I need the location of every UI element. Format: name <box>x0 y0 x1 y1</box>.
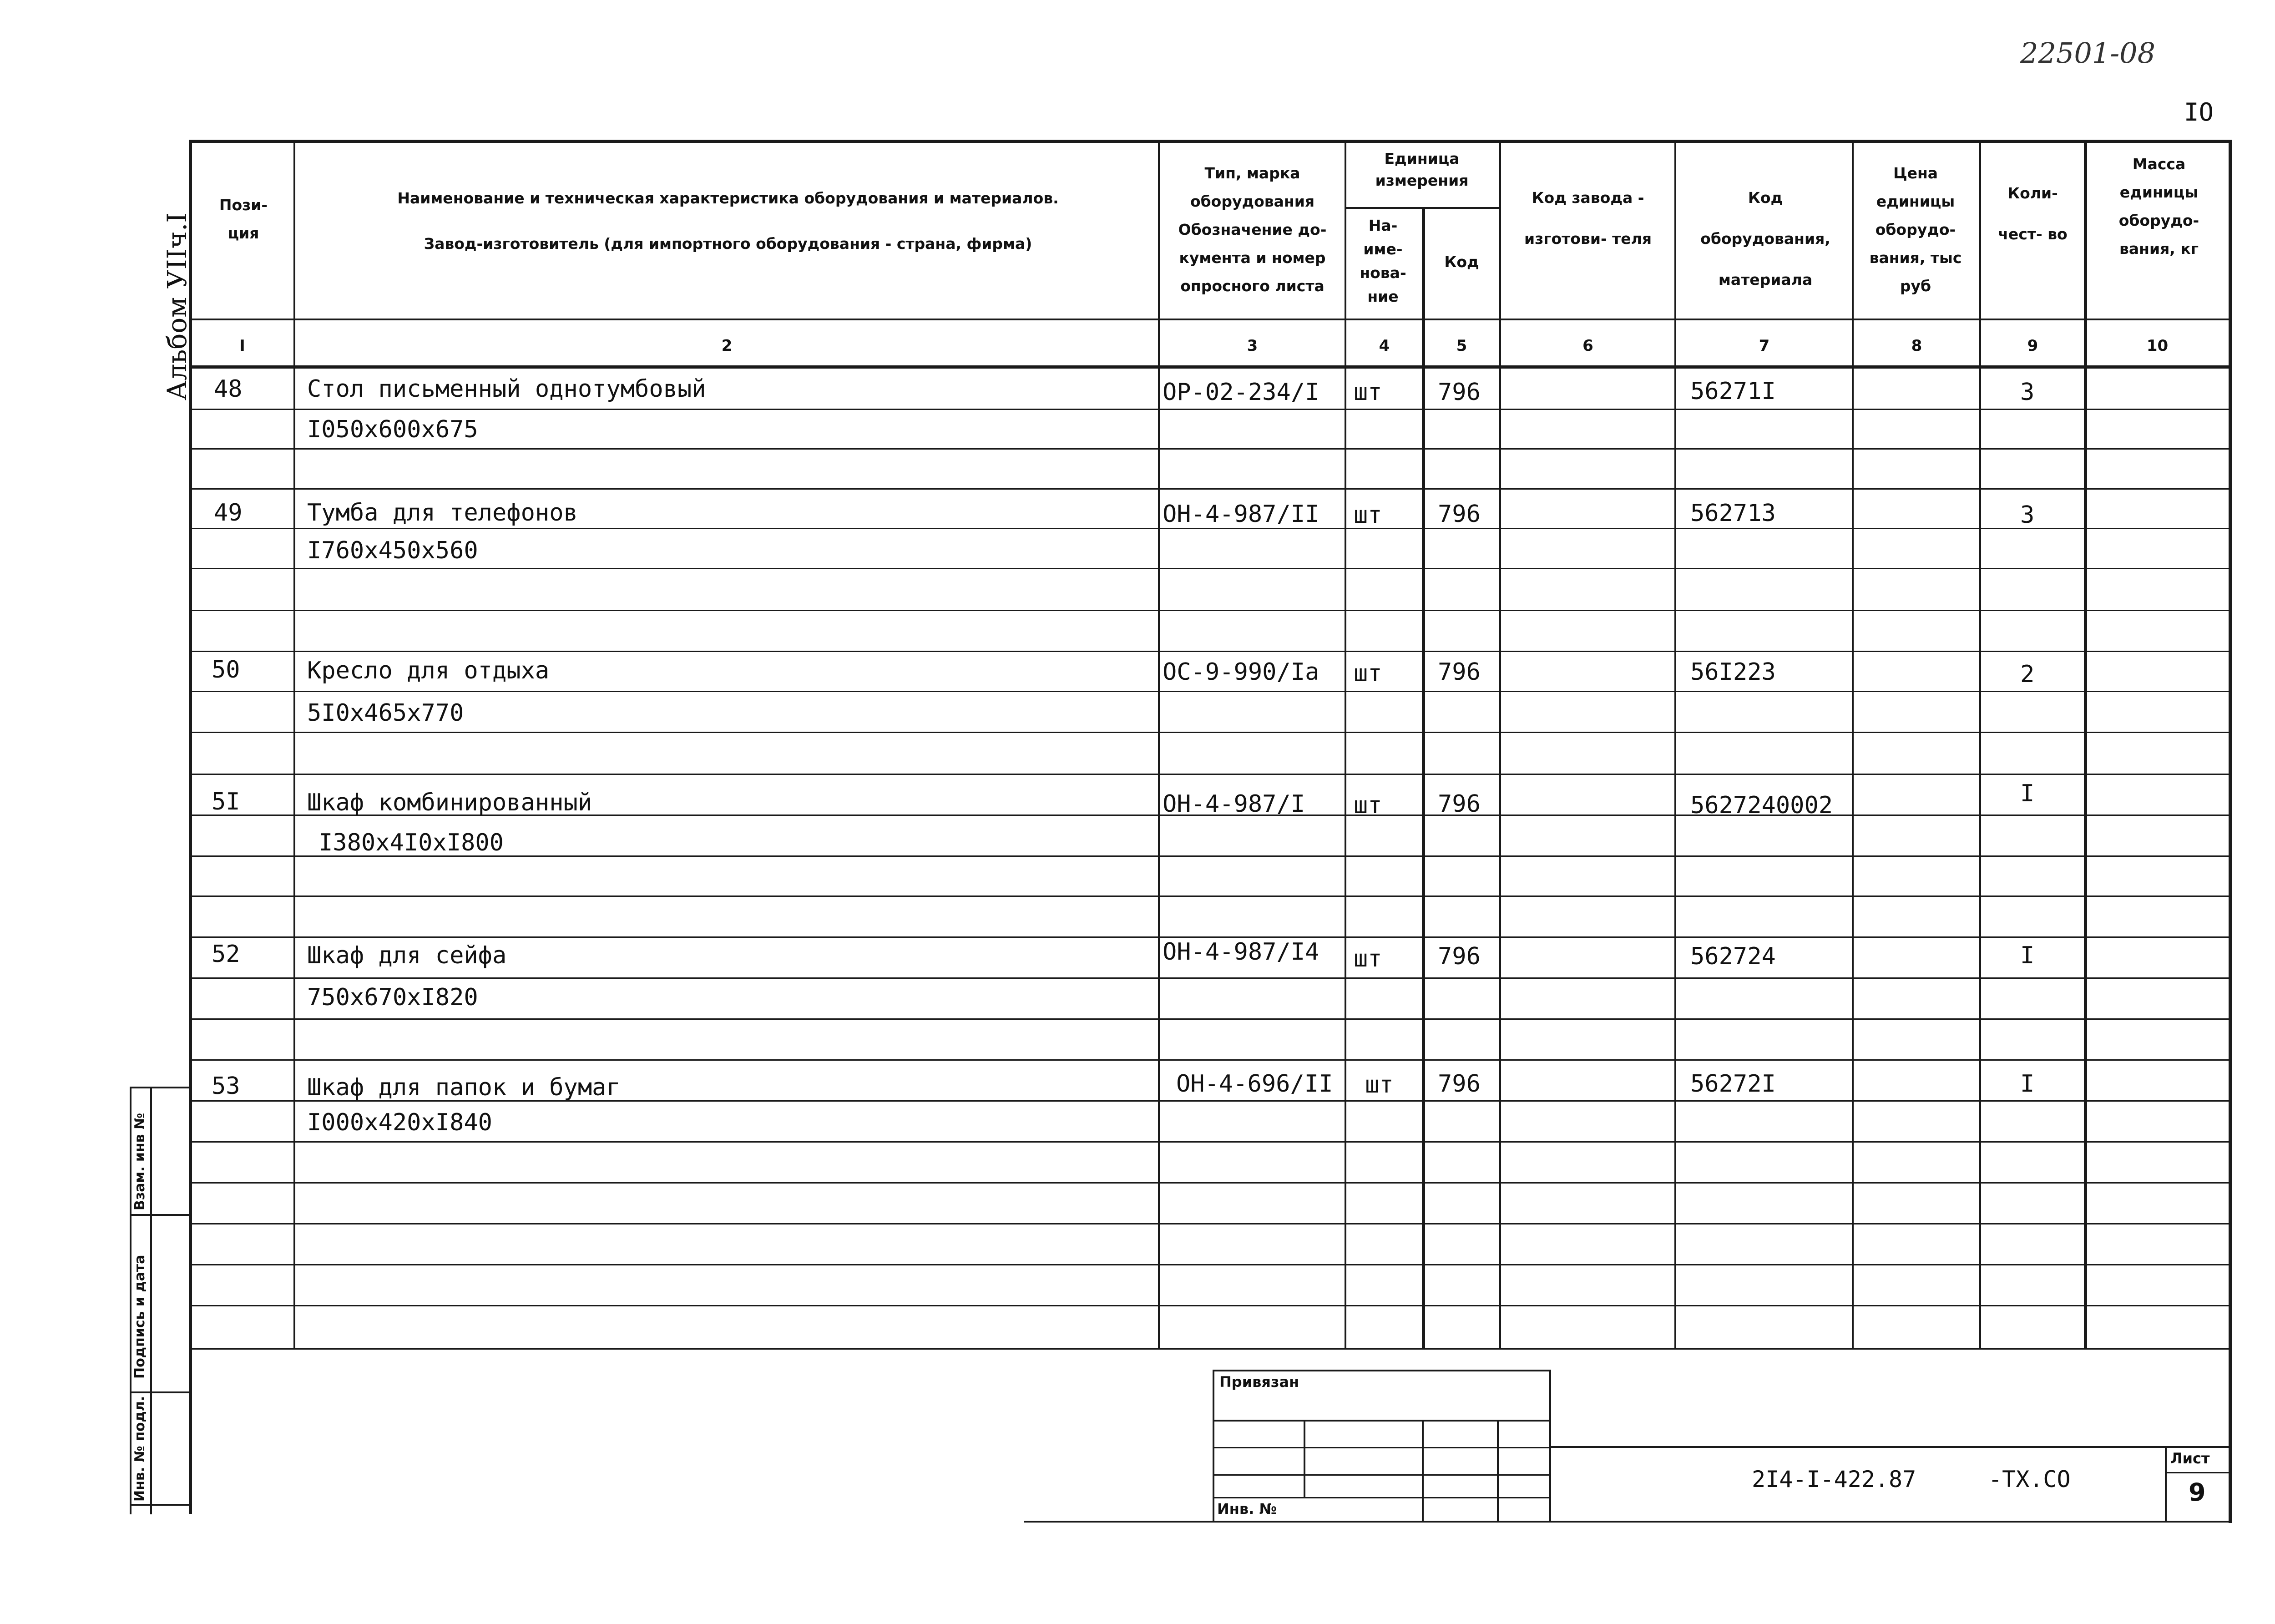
row-unit: шт <box>1354 501 1382 529</box>
row-name: Кресло для отдыха <box>307 657 550 684</box>
colnum-7: 7 <box>1759 337 1770 355</box>
row-dimensions: I760x450x560 <box>307 537 478 564</box>
colnum-3: 3 <box>1247 337 1258 355</box>
row-position: 48 <box>214 375 243 403</box>
header-name-line2: Завод-изготовитель (для импортного оборудования - страна, фирма) <box>424 235 1032 253</box>
row-quantity: I <box>2020 942 2035 969</box>
side-sign-date: Подпись и дата <box>132 1255 148 1379</box>
row-type: ОС-9-990/Iа <box>1163 658 1320 686</box>
row-dimensions: I380x4I0xI800 <box>318 829 504 856</box>
header-type: Тип, марка оборудования Обозначение до- кумента и номер опросного листа <box>1178 164 1327 295</box>
side-inv-orig: Инв. № подл. <box>132 1396 148 1502</box>
row-equipment-code: 56I223 <box>1690 658 1776 686</box>
row-unit-code: 796 <box>1438 501 1481 528</box>
doc-suffix: -ТХ.СО <box>1988 1466 2071 1492</box>
header-unit-code: Код <box>1444 253 1479 271</box>
row-position: 53 <box>212 1073 240 1100</box>
row-dimensions: I000x420xI840 <box>307 1109 492 1136</box>
row-position: 50 <box>212 656 240 683</box>
row-position: 52 <box>212 941 240 968</box>
row-unit: шт <box>1354 792 1382 819</box>
row-quantity: 3 <box>2020 379 2035 406</box>
colnum-8: 8 <box>1911 337 1922 355</box>
row-name: Стол письменный однотумбовый <box>307 375 706 403</box>
doc-code: 2I4-I-422.87 <box>1752 1466 1916 1492</box>
row-type: ОН-4-987/II <box>1163 501 1320 528</box>
sheet-number: 9 <box>2189 1478 2206 1507</box>
header-factory-code: Код завода - изготови- теля <box>1524 189 1652 248</box>
attached-label: Привязан <box>1219 1373 1299 1391</box>
row-name: Шкаф для сейфа <box>307 942 507 969</box>
row-dimensions: 5I0x465x770 <box>307 699 464 727</box>
row-unit: шт <box>1354 945 1382 972</box>
side-replace-inv: Взам. инв № <box>132 1113 148 1210</box>
sheet-label: Лист <box>2170 1450 2210 1467</box>
row-name: Шкаф для папок и бумаг <box>307 1074 621 1101</box>
row-equipment-code: 56272I <box>1690 1070 1776 1098</box>
inv-label: Инв. № <box>1217 1500 1277 1518</box>
header-quantity: Коли- чест- во <box>1998 184 2068 243</box>
header-unit-group: Единица измерения <box>1375 150 1469 189</box>
row-equipment-code: 56271I <box>1690 378 1776 405</box>
row-unit-code: 796 <box>1438 790 1481 818</box>
row-equipment-code: 562713 <box>1690 500 1776 527</box>
row-unit: шт <box>1354 660 1382 687</box>
header-equipment-code: Код оборудования, материала <box>1700 189 1830 288</box>
row-quantity: I <box>2020 780 2035 807</box>
row-unit-code: 796 <box>1438 943 1481 970</box>
colnum-6: 6 <box>1582 337 1593 355</box>
row-name: Шкаф комбинированный <box>307 789 592 816</box>
colnum-1: I <box>239 337 245 355</box>
colnum-5: 5 <box>1456 337 1467 355</box>
header-position: Пози- ция <box>219 196 268 242</box>
header-mass: Масса единицы оборудо- вания, кг <box>2118 155 2199 258</box>
top-reference: 22501-08 <box>2020 36 2156 70</box>
row-dimensions: 750x670xI820 <box>307 984 478 1011</box>
row-type: ОН-4-987/I4 <box>1163 938 1320 966</box>
colnum-9: 9 <box>2027 337 2038 355</box>
header-unit-name: На- име- нова- ние <box>1360 217 1406 305</box>
row-position: 5I <box>212 788 240 815</box>
row-quantity: I <box>2020 1070 2035 1098</box>
colnum-4: 4 <box>1379 337 1390 355</box>
row-type: ОН-4-987/I <box>1163 790 1305 818</box>
header-price: Цена единицы оборудо- вания, тыс руб <box>1869 164 1962 295</box>
row-equipment-code: 562724 <box>1690 943 1776 970</box>
row-equipment-code: 5627240002 <box>1690 792 1833 819</box>
row-unit-code: 796 <box>1438 1070 1481 1098</box>
row-unit-code: 796 <box>1438 379 1481 406</box>
row-position: 49 <box>214 499 243 526</box>
row-unit: шт <box>1365 1071 1394 1098</box>
colnum-10: 10 <box>2146 337 2169 355</box>
row-type: ОН-4-696/II <box>1176 1070 1333 1098</box>
row-unit: шт <box>1354 379 1382 406</box>
row-type: ОР-02-234/I <box>1163 379 1320 406</box>
row-quantity: 2 <box>2020 661 2035 688</box>
row-dimensions: I050x600x675 <box>307 416 478 443</box>
row-unit-code: 796 <box>1438 658 1481 686</box>
colnum-2: 2 <box>721 337 733 355</box>
row-quantity: 3 <box>2020 501 2035 529</box>
header-name-line1: Наименование и техническая характеристика оборудования и материалов. <box>397 189 1059 207</box>
album-label: Альбом УIIч.I <box>162 212 192 400</box>
row-name: Тумба для телефонов <box>307 499 578 526</box>
page-number: IO <box>2184 98 2214 126</box>
